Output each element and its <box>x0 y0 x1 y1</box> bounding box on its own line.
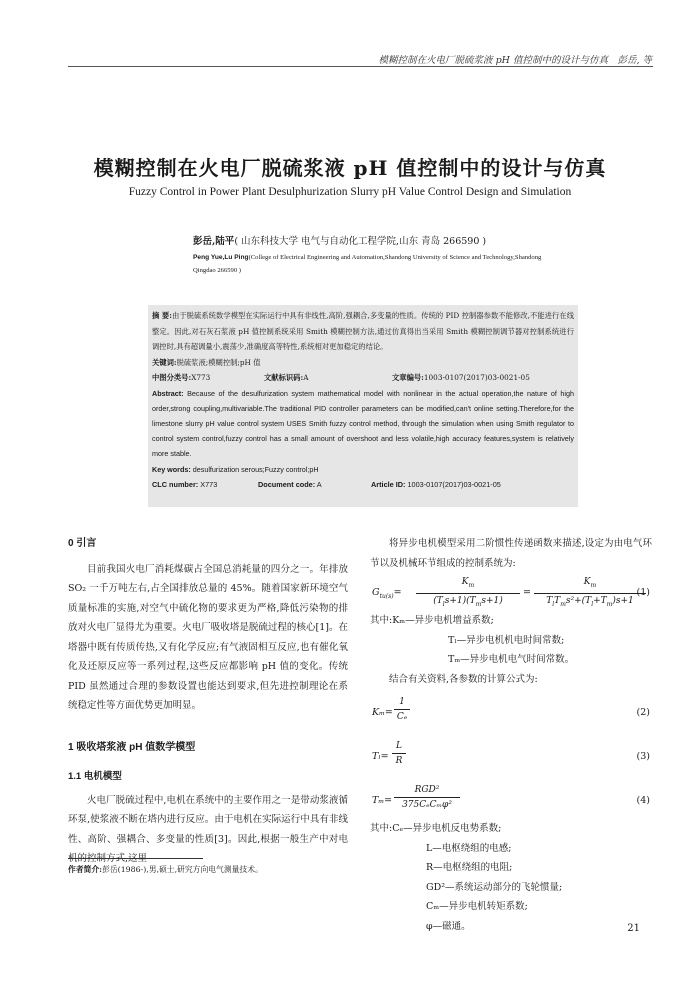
header-rule <box>68 66 653 67</box>
eq1-frac2 <box>534 575 646 612</box>
keywords-cn <box>152 355 574 371</box>
keywords-en-text: desulfurization serous;Fuzzy control;pH <box>192 464 319 474</box>
def-km: 其中:Kₘ—异步电机增益系数; <box>370 615 494 626</box>
eq2-number: (2) <box>636 707 650 718</box>
abstract-cn-text: 由于脱硫系统数学模型在实际运行中具有非线性,高阶,强耦合,多变量的性质。传统的 PID 控制器参数不能修改,不能进行在线整定。因此,对石灰石浆液 pH 值控制系统采用 Smith 模糊控制方法,通过仿真得出当采用 Smith 模糊控制调节器对控制系统进行调控时,具有超调量小,震荡少,准确度高等特性,系统相对更加稳定的结论。 <box>152 311 574 351</box>
eq3-frac <box>392 739 406 768</box>
footnote-label: 作者简介: <box>68 865 103 874</box>
clc-en-label: CLC number: <box>152 479 199 489</box>
equation-2 <box>370 695 652 729</box>
eq3-num: L <box>392 739 406 754</box>
keywords-en <box>152 462 574 477</box>
equation-3 <box>370 739 652 773</box>
eq3-number: (3) <box>636 751 650 762</box>
section-0-paragraph: 目前我国火电厂消耗煤碳占全国总消耗量的四分之一。年排放 SO₂ 一千万吨左右,占全国排放总量的 45%。随着国家新环境空气质量标准的实施,对空气中硫化物的要求更为严格,降低污染物的排放对火电厂显得尤为重要。火电厂吸收塔是脱硫过程的核心[1]。在塔器中既有传质传热,又有化学反应;有气液固相互反应,也有催化氧化及还原反应等一系列过程,这些反应都影响 pH 值的变化。传统 PID 虽然通过合理的参数设置也能达到要求,但先进控制理论在系统稳定性等方面优势更加明显。 <box>68 563 348 711</box>
abstract-en <box>152 386 574 462</box>
author-affil-cn: ( 山东科技大学 电气与自动化工程学院,山东 青岛 266590 ) <box>234 236 487 247</box>
eq2-lhs: Kₘ= <box>372 707 393 718</box>
doccode-cn: A <box>303 373 309 382</box>
eq1-equals: = <box>523 587 531 598</box>
section-1-1-heading: 1.1 电机模型 <box>68 771 122 782</box>
doccode-en: A <box>316 479 322 489</box>
authors-en <box>193 251 553 277</box>
eq1-lhs: $G_{tu(s)}=$ <box>372 587 402 600</box>
footnote-text: 彭岳(1986-),男,硕士,研究方向电气测量技术。 <box>102 865 263 874</box>
doccode-en-label: Document code: <box>258 479 316 489</box>
eq3-lhs: Tₗ= <box>372 751 389 762</box>
eq4-frac <box>394 783 460 812</box>
eq2-frac <box>394 695 410 724</box>
eq2-num: 1 <box>394 695 410 710</box>
def-phi: φ—磁通。 <box>426 920 471 932</box>
clc-en: X773 <box>200 479 218 489</box>
eq1-frac1-num: $K_m$ <box>416 575 520 594</box>
keywords-en-label: Key words: <box>152 464 191 474</box>
def-tl: Tₗ—异步电机机电时间常数; <box>448 634 565 646</box>
eq1-frac1-den: $(T_ls+1)(T_ms+1)$ <box>433 595 503 608</box>
eq1-frac2-num: $K_m$ <box>534 575 646 594</box>
equation-4 <box>370 783 652 817</box>
page-number: 21 <box>627 923 640 934</box>
articleid-cn: 1003-0107(2017)03-0021-05 <box>423 373 530 382</box>
def-r: R—电枢绕组的电阻; <box>426 862 513 873</box>
equation-1 <box>370 575 652 609</box>
eq3-den: R <box>395 756 403 766</box>
right-intro-2: 结合有关资料,各参数的计算公式为: <box>389 673 538 685</box>
authors-cn <box>193 233 486 247</box>
title-cn: 模糊控制在火电厂脱硫浆液 pH 值控制中的设计与仿真 <box>93 156 607 180</box>
abstract-en-text: Because of the desulfurization system mathematical model with nonlinear in the actual operation,the nature of high order,strong coupling,multivariable.The traditional PID controller parameters can be modified,can't online setting.Therefore,for the limestone slurry pH value control system USES Smith fuzzy control method, through the simulation when using Smith regulator to control system control,fuzzy control has a small amount of overshoot and less volatile,high accuracy features,system is relatively more stable. <box>152 388 574 459</box>
def-cm: Cₘ—异步电机转矩系数; <box>426 901 528 912</box>
keywords-cn-label: 关键词: <box>152 357 177 367</box>
eq2-den: Cₑ <box>396 712 408 722</box>
classification-cn <box>152 370 574 386</box>
title-en: Fuzzy Control in Power Plant Desulphurization Slurry pH Value Control Design and Simulation <box>128 186 572 198</box>
footnote-rule <box>68 858 203 859</box>
def-tm: Tₘ—异步电机电气时间常数。 <box>448 654 575 665</box>
eq4-number: (4) <box>636 795 650 806</box>
abstract-box <box>148 305 578 507</box>
articleid-cn-label: 文章编号: <box>392 373 424 382</box>
keywords-cn-text: 脱硫浆液;模糊控制;pH 值 <box>176 357 261 367</box>
articleid-en: 1003-0107(2017)03-0021-05 <box>407 479 501 489</box>
eq1-frac1 <box>416 575 520 612</box>
author-affil-en: (College of Electrical Engineering and Automation,Shandong University of Science and Technology,Shandong Qingdao 266590 ) <box>193 254 542 274</box>
abstract-cn-label: 摘 要: <box>152 311 172 320</box>
section-1-heading: 1 吸收塔浆液 pH 值数学模型 <box>68 741 196 753</box>
articleid-en-label: Article ID: <box>371 479 406 489</box>
classification-en <box>152 477 574 493</box>
abstract-cn <box>152 308 574 355</box>
clc-cn: X773 <box>191 373 211 382</box>
running-header: 模糊控制在火电厂脱硫浆液 pH 值控制中的设计与仿真 彭岳, 等 <box>378 55 652 66</box>
eq1-frac2-den: $T_lT_ms^2+(T_l+T_m)s+1$ <box>546 595 634 608</box>
clc-cn-label: 中图分类号: <box>152 373 192 382</box>
abstract-en-label: Abstract: <box>152 388 184 398</box>
def-ce: 其中:Cₑ—异步电机反电势系数; <box>370 823 502 834</box>
def-l: L—电枢绕组的电感; <box>426 842 512 854</box>
section-0-heading: 0 引言 <box>68 538 97 549</box>
right-column <box>370 534 652 936</box>
right-intro: 将异步电机模型采用二阶惯性传递函数来描述,设定为由电气环节以及机械环节组成的控制系统为: <box>370 538 652 569</box>
doccode-cn-label: 文献标识码: <box>264 373 304 382</box>
section-1-1-paragraph: 火电厂脱硫过程中,电机在系统中的主要作用之一是带动浆液循环泵,使浆液不断在塔内进行反应。由于电机在实际运行中具有非线性、高阶、强耦合、多变量的性质[3]。因此,根据一般生产中对电机的控制方式,这里 <box>68 794 348 864</box>
author-names-cn: 彭岳,陆平 <box>193 236 235 247</box>
left-column <box>68 534 348 869</box>
def-gd2: GD²—系统运动部分的飞轮惯量; <box>426 881 563 893</box>
footnote <box>68 864 263 875</box>
eq4-lhs: Tₘ= <box>372 795 393 806</box>
author-names-en: Peng Yue,Lu Ping <box>193 254 249 261</box>
eq4-num: RGD² <box>394 783 460 798</box>
eq1-number: (1) <box>636 587 650 598</box>
eq4-den: 375CₑCₘφ² <box>402 800 452 810</box>
